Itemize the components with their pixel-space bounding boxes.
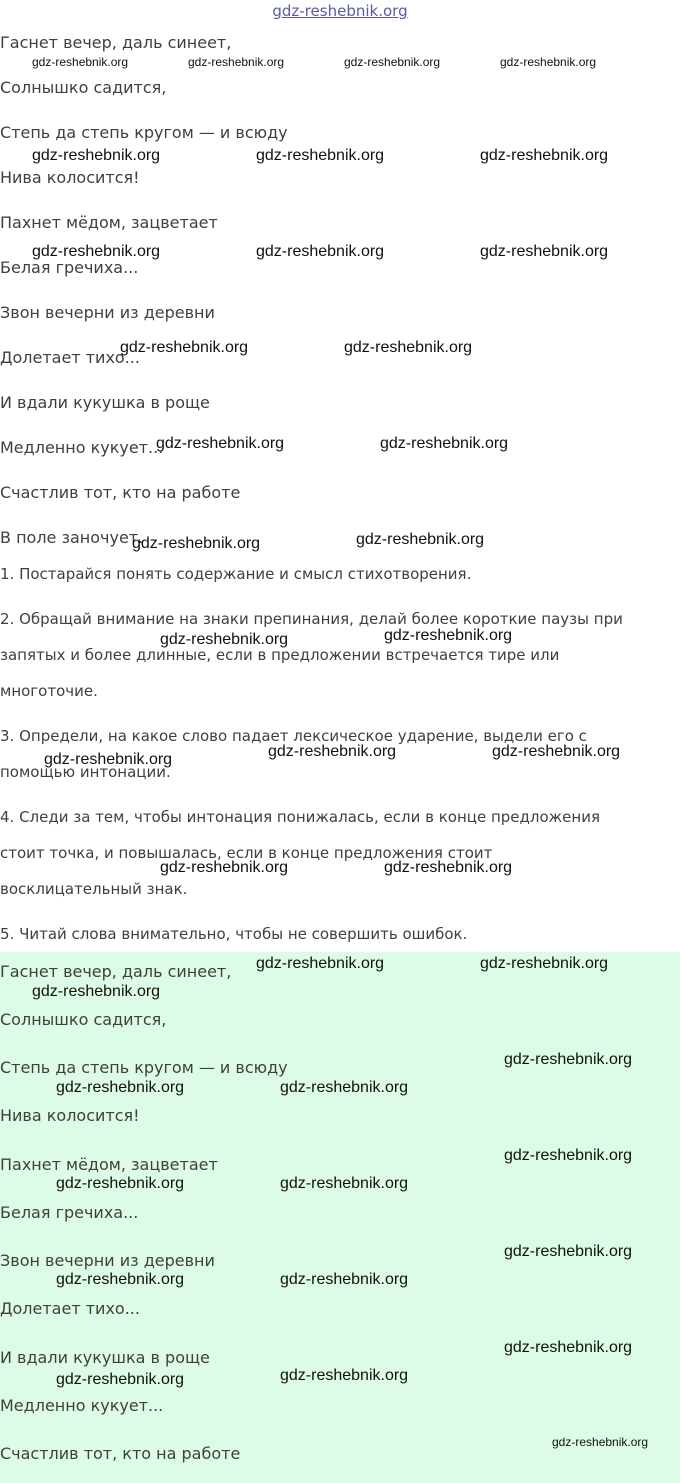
instruction-line: 3. Определи, на какое слово падает лексическое ударение, выдели его с (0, 727, 587, 745)
watermark-text: gdz-reshebnik.org (480, 243, 609, 260)
watermark-text: gdz-reshebnik.org (344, 339, 473, 356)
watermark-text: gdz-reshebnik.org (500, 55, 597, 69)
watermark-text: gdz-reshebnik.org (492, 743, 621, 760)
watermark-text: gdz-reshebnik.org (480, 955, 609, 972)
watermark-text: gdz-reshebnik.org (32, 983, 161, 1000)
watermark-text: gdz-reshebnik.org (280, 1079, 409, 1096)
instruction-line: многоточие. (0, 682, 98, 700)
instruction-line: восклицательный знак. (0, 880, 188, 898)
poem-line: Белая гречиха... (0, 1203, 139, 1222)
watermark-text: gdz-reshebnik.org (56, 1271, 185, 1288)
watermark-text: gdz-reshebnik.org (32, 243, 161, 260)
watermark-text: gdz-reshebnik.org (344, 55, 441, 69)
watermark-text: gdz-reshebnik.org (384, 627, 513, 644)
watermark-text: gdz-reshebnik.org (384, 859, 513, 876)
instruction-line: стоит точка, и повышалась, если в конце предложения стоит (0, 844, 493, 862)
watermark-text: gdz-reshebnik.org (504, 1339, 633, 1356)
poem-line: Степь да степь кругом — и всюду (0, 1058, 288, 1077)
watermark-text: gdz-reshebnik.org (504, 1147, 633, 1164)
watermark-text: gdz-reshebnik.org (32, 147, 161, 164)
instruction-line: помощью интонации. (0, 763, 171, 781)
watermark-text: gdz-reshebnik.org (160, 859, 289, 876)
watermark-text: gdz-reshebnik.org (280, 1367, 409, 1384)
poem-line: Звон вечерни из деревни (0, 1251, 215, 1270)
poem-line: Солнышко садится, (0, 78, 167, 97)
instruction-line: запятых и более длинные, если в предложении встречается тире или (0, 646, 560, 664)
watermark-text: gdz-reshebnik.org (280, 1175, 409, 1192)
watermark-text: gdz-reshebnik.org (132, 535, 261, 552)
poem-line: Нива колосится! (0, 1106, 140, 1125)
poem-line: Белая гречиха... (0, 258, 139, 277)
watermark-text: gdz-reshebnik.org (56, 1175, 185, 1192)
poem-line: И вдали кукушка в роще (0, 393, 210, 412)
watermark-text: gdz-reshebnik.org (256, 955, 385, 972)
poem-line: Гаснет вечер, даль синеет, (0, 33, 232, 52)
poem-line: Счастлив тот, кто на работе (0, 1444, 241, 1463)
watermark-text: gdz-reshebnik.org (120, 339, 249, 356)
watermark-text: gdz-reshebnik.org (380, 435, 509, 452)
watermark-text: gdz-reshebnik.org (156, 435, 285, 452)
poem-line: Пахнет мёдом, зацветает (0, 213, 218, 232)
watermark-text: gdz-reshebnik.org (504, 1243, 633, 1260)
poem-line: Пахнет мёдом, зацветает (0, 1155, 218, 1174)
watermark-text: gdz-reshebnik.org (56, 1079, 185, 1096)
watermark-text: gdz-reshebnik.org (552, 1435, 649, 1449)
poem-line: В поле заночует. (0, 528, 144, 547)
poem-line: Медленно кукует... (0, 438, 164, 457)
watermark-text: gdz-reshebnik.org (44, 751, 173, 768)
watermark-text: gdz-reshebnik.org (268, 743, 397, 760)
watermark-text: gdz-reshebnik.org (160, 631, 289, 648)
watermark-text: gdz-reshebnik.org (280, 1271, 409, 1288)
poem-line: Медленно кукует... (0, 1396, 164, 1415)
poem-line: Гаснет вечер, даль синеет, (0, 962, 232, 981)
poem-line: Степь да степь кругом — и всюду (0, 123, 288, 142)
poem-line: И вдали кукушка в роще (0, 1348, 210, 1367)
watermark-text: gdz-reshebnik.org (56, 1371, 185, 1388)
instruction-line: 4. Следи за тем, чтобы интонация понижалась, если в конце предложения (0, 808, 600, 826)
watermark-text: gdz-reshebnik.org (504, 1051, 633, 1068)
poem-line: Солнышко садится, (0, 1010, 167, 1029)
instruction-line: 2. Обращай внимание на знаки препинания, делай более короткие паузы при (0, 610, 623, 628)
watermark-text: gdz-reshebnik.org (356, 531, 485, 548)
watermark-text: gdz-reshebnik.org (256, 243, 385, 260)
watermark-text: gdz-reshebnik.org (256, 147, 385, 164)
poem-line: Нива колосится! (0, 168, 140, 187)
watermark-text: gdz-reshebnik.org (32, 55, 129, 69)
poem-line: Долетает тихо... (0, 348, 140, 367)
poem-line: Звон вечерни из деревни (0, 303, 215, 322)
instruction-line: 5. Читай слова внимательно, чтобы не совершить ошибок. (0, 925, 468, 943)
poem-line: Счастлив тот, кто на работе (0, 483, 241, 502)
watermark-text: gdz-reshebnik.org (188, 55, 285, 69)
watermark-text: gdz-reshebnik.org (480, 147, 609, 164)
site-header-link[interactable]: gdz-reshebnik.org (272, 2, 408, 20)
instruction-line: 1. Постарайся понять содержание и смысл стихотворения. (0, 565, 472, 583)
poem-line: Долетает тихо... (0, 1299, 140, 1318)
